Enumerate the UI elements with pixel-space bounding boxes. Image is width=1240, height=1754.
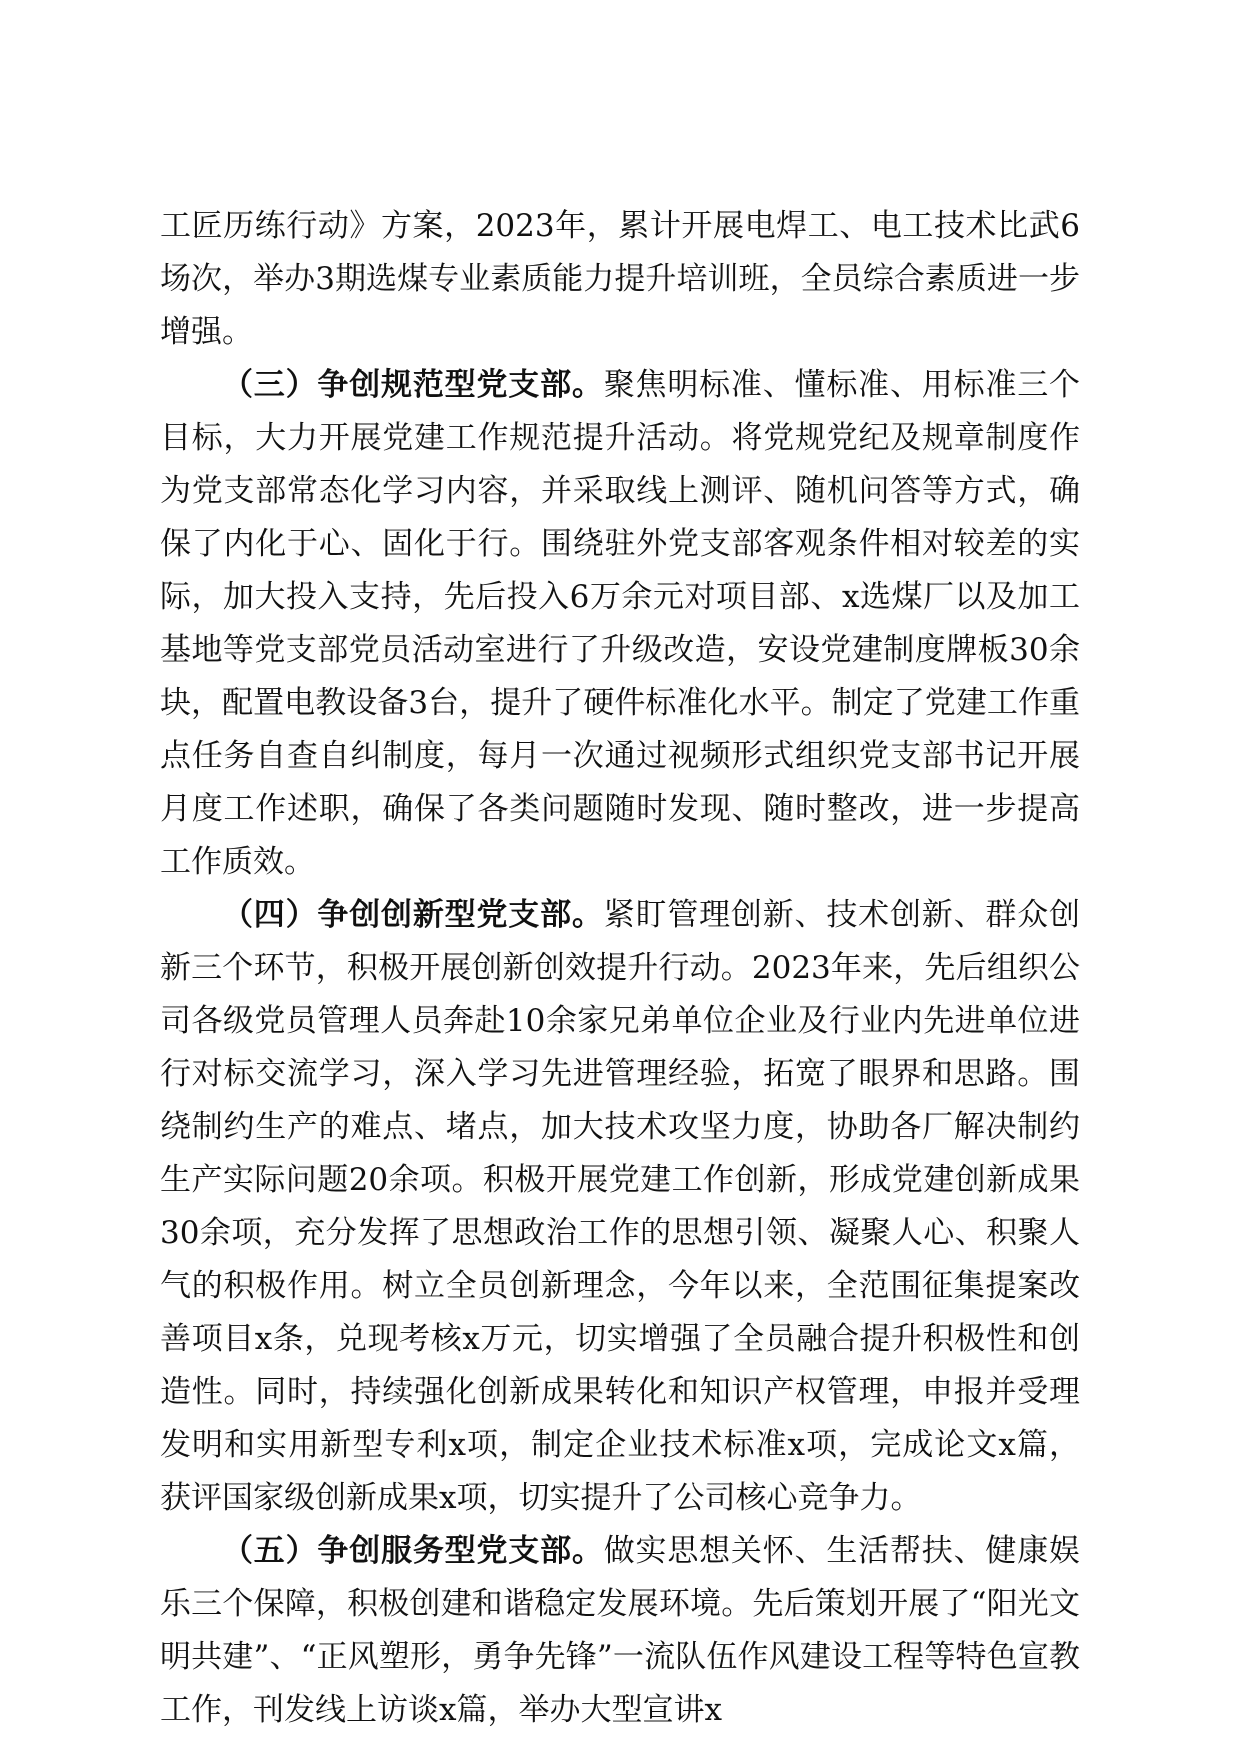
section-heading: （四）争创创新型党支部。: [222, 897, 604, 933]
paragraph-section-3: [160, 359, 1080, 889]
paragraph-body: 工匠历练行动》方案，2023年，累计开展电焊工、电工技术比武6场次，举办3期选煤专业素质能力提升培训班，全员综合素质进一步增强。: [160, 208, 1080, 350]
paragraph-section-5: [160, 1525, 1080, 1737]
paragraph-continued: [160, 200, 1080, 359]
section-heading: （三）争创规范型党支部。: [222, 367, 604, 403]
section-heading: （五）争创服务型党支部。: [222, 1533, 604, 1569]
paragraph-body: 聚焦明标准、懂标准、用标准三个目标，大力开展党建工作规范提升活动。将党规党纪及规章制度作为党支部常态化学习内容，并采取线上测评、随机问答等方式，确保了内化于心、固化于行。围绕驻外党支部客观条件相对较差的实际，加大投入支持，先后投入6万余元对项目部、x选煤厂以及加工基地等党支部党员活动室进行了升级改造，安设党建制度牌板30余块，配置电教设备3台，提升了硬件标准化水平。制定了党建工作重点任务自查自纠制度，每月一次通过视频形式组织党支部书记开展月度工作述职，确保了各类问题随时发现、随时整改，进一步提高工作质效。: [160, 367, 1081, 880]
paragraph-body: 紧盯管理创新、技术创新、群众创新三个环节，积极开展创新创效提升行动。2023年来，先后组织公司各级党员管理人员奔赴10余家兄弟单位企业及行业内先进单位进行对标交流学习，深入学习先进管理经验，拓宽了眼界和思路。围绕制约生产的难点、堵点，加大技术攻坚力度，协助各厂解决制约生产实际问题20余项。积极开展党建工作创新，形成党建创新成果30余项，充分发挥了思想政治工作的思想引领、凝聚人心、积聚人气的积极作用。树立全员创新理念，今年以来，全范围征集提案改善项目x条，兑现考核x万元，切实增强了全员融合提升积极性和创造性。同时，持续强化创新成果转化和知识产权管理，申报并受理发明和实用新型专利x项，制定企业技术标准x项，完成论文x篇，获评国家级创新成果x项，切实提升了公司核心竞争力。: [160, 897, 1081, 1516]
paragraph-section-4: [160, 889, 1080, 1525]
document-page: [160, 200, 1080, 1737]
paragraph-body: 做实思想关怀、生活帮扶、健康娱乐三个保障，积极创建和谐稳定发展环境。先后策划开展了“阳光文明共建”、“正风塑形，勇争先锋”一流队伍作风建设工程等特色宣教工作，刊发线上访谈x篇，举办大型宣讲x: [160, 1533, 1081, 1728]
